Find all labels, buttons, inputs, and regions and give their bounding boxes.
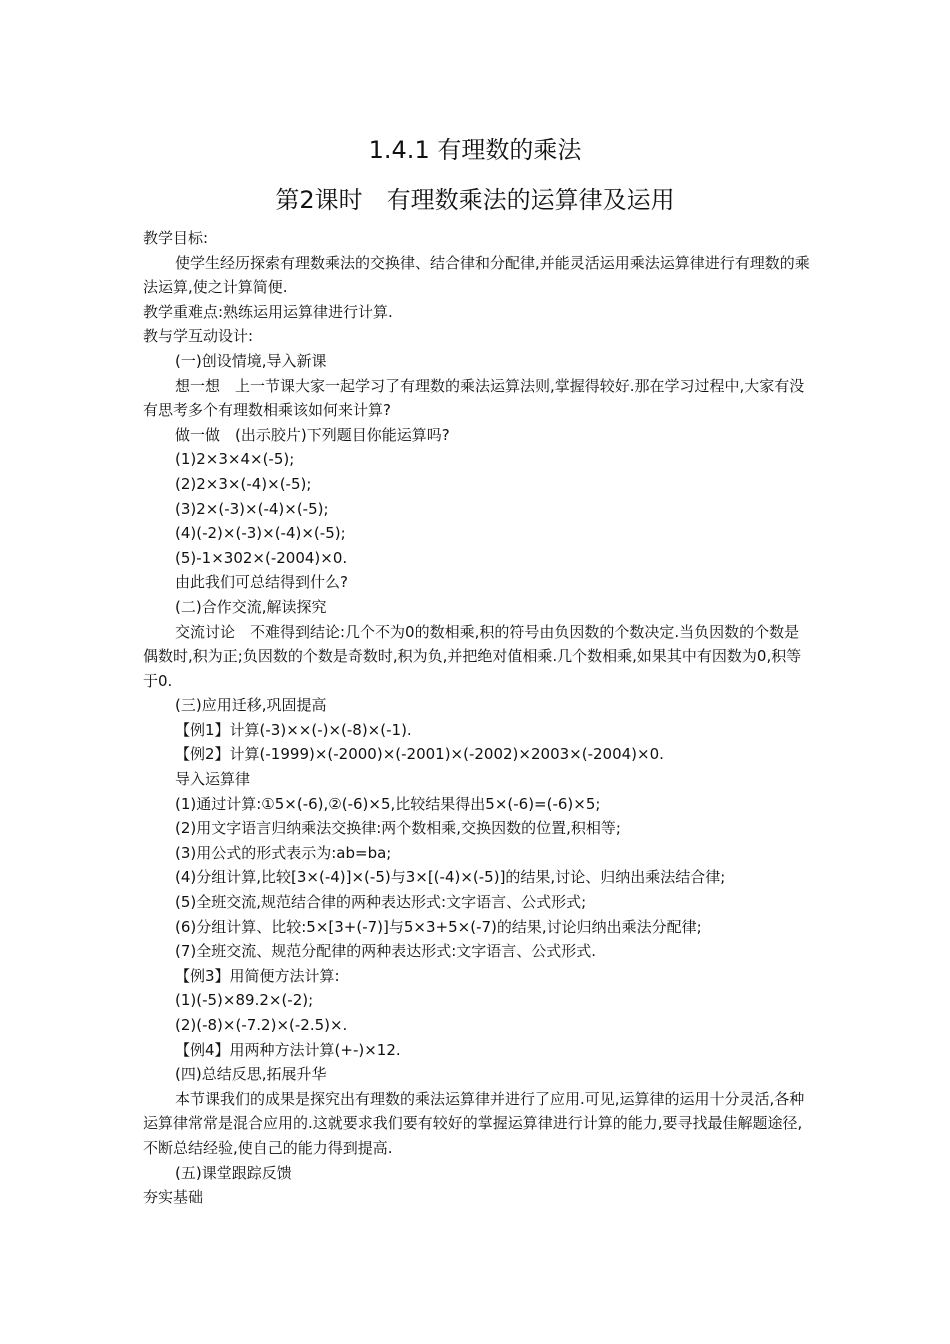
section-heading-design: 教与学互动设计:: [143, 327, 254, 346]
document-body: [143, 226, 811, 1210]
summary-question: 由此我们可总结得到什么?: [175, 573, 348, 592]
example-3-item: (2)(-8)×(-7.2)×(-2.5)×.: [175, 1016, 348, 1034]
example-1: 【例1】计算(-3)××(-)×(-8)×(-1).: [175, 720, 412, 739]
law-step: (6)分组计算、比较:5×[3+(-7)]与5×3+5×(-7)的结果,讨论归纳出乘法分配律;: [175, 917, 702, 936]
exercise-item: (1)2×3×4×(-5);: [175, 450, 295, 469]
step-heading-5: (五)课堂跟踪反馈: [175, 1163, 292, 1182]
example-2: 【例2】计算(-1999)×(-2000)×(-2001)×(-2002)×2003×(-2004)×0.: [175, 745, 664, 764]
step-heading-4: (四)总结反思,拓展升华: [175, 1065, 327, 1084]
reflection-paragraph: 本节课我们的成果是探究出有理数的乘法运算律并进行了应用.可见,运算律的运用十分灵活,各种运算律常常是混合应用的.这就要求我们要有较好的掌握运算律进行计算的能力,要寻找最佳解题途径,不断总结经验,使自己的能力得到提高.: [143, 1089, 805, 1157]
discussion-paragraph: 交流讨论 不难得到结论:几个不为0的数相乘,积的符号由负因数的个数决定.当负因数的个数是偶数时,积为正;负因数的个数是奇数时,积为负,并把绝对值相乘.几个数相乘,如果其中有因数为0,积等于0.: [143, 622, 802, 690]
laws-heading: 导入运算律: [175, 770, 251, 789]
example-3: 【例3】用简便方法计算:: [175, 966, 340, 985]
law-step: (3)用公式的形式表示为:ab=ba;: [175, 843, 392, 862]
example-4: 【例4】用两种方法计算(+-)×12.: [175, 1040, 401, 1059]
law-step: (7)全班交流、规范分配律的两种表达形式:文字语言、公式形式.: [175, 942, 597, 961]
step-heading-3: (三)应用迁移,巩固提高: [175, 696, 327, 715]
think-paragraph: 想一想 上一节课大家一起学习了有理数的乘法运算法则,掌握得较好.那在学习过程中,大家有没有思考多个有理数相乘该如何来计算?: [143, 376, 805, 420]
law-step: (2)用文字语言归纳乘法交换律:两个数相乘,交换因数的位置,积相等;: [175, 819, 621, 838]
law-step: (4)分组计算,比较[3×(-4)]×(-5)与3×[(-4)×(-5)]的结果,讨论、归纳出乘法结合律;: [175, 868, 726, 887]
law-step: (5)全班交流,规范结合律的两种表达形式:文字语言、公式形式;: [175, 893, 587, 912]
objectives-text: 使学生经历探索有理数乘法的交换律、结合律和分配律,并能灵活运用乘法运算律进行有理数的乘法运算,使之计算简便.: [143, 253, 810, 297]
exercise-item: (2)2×3×(-4)×(-5);: [175, 474, 312, 493]
step-heading-1: (一)创设情境,导入新课: [175, 351, 327, 370]
step-heading-2: (二)合作交流,解读探究: [175, 597, 327, 616]
page-subtitle: 第2课时 有理数乘法的运算律及运用: [275, 186, 675, 214]
section-heading-objectives: 教学目标:: [143, 229, 209, 247]
law-step: (1)通过计算:①5×(-6),②(-6)×5,比较结果得出5×(-6)=(-6)×5;: [175, 794, 601, 813]
example-3-item: (1)(-5)×89.2×(-2);: [175, 991, 314, 1010]
exercise-item: (3)2×(-3)×(-4)×(-5);: [175, 499, 329, 518]
exercise-item: (5)-1×302×(-2004)×0.: [175, 548, 348, 567]
page-title: 1.4.1 有理数的乘法: [368, 136, 582, 164]
do-paragraph: 做一做 (出示胶片)下列题目你能运算吗?: [175, 425, 450, 444]
exercise-item: (4)(-2)×(-3)×(-4)×(-5);: [175, 524, 346, 543]
key-points-text: 教学重难点:熟练运用运算律进行计算.: [143, 302, 393, 321]
foundation-heading: 夯实基础: [143, 1188, 204, 1207]
